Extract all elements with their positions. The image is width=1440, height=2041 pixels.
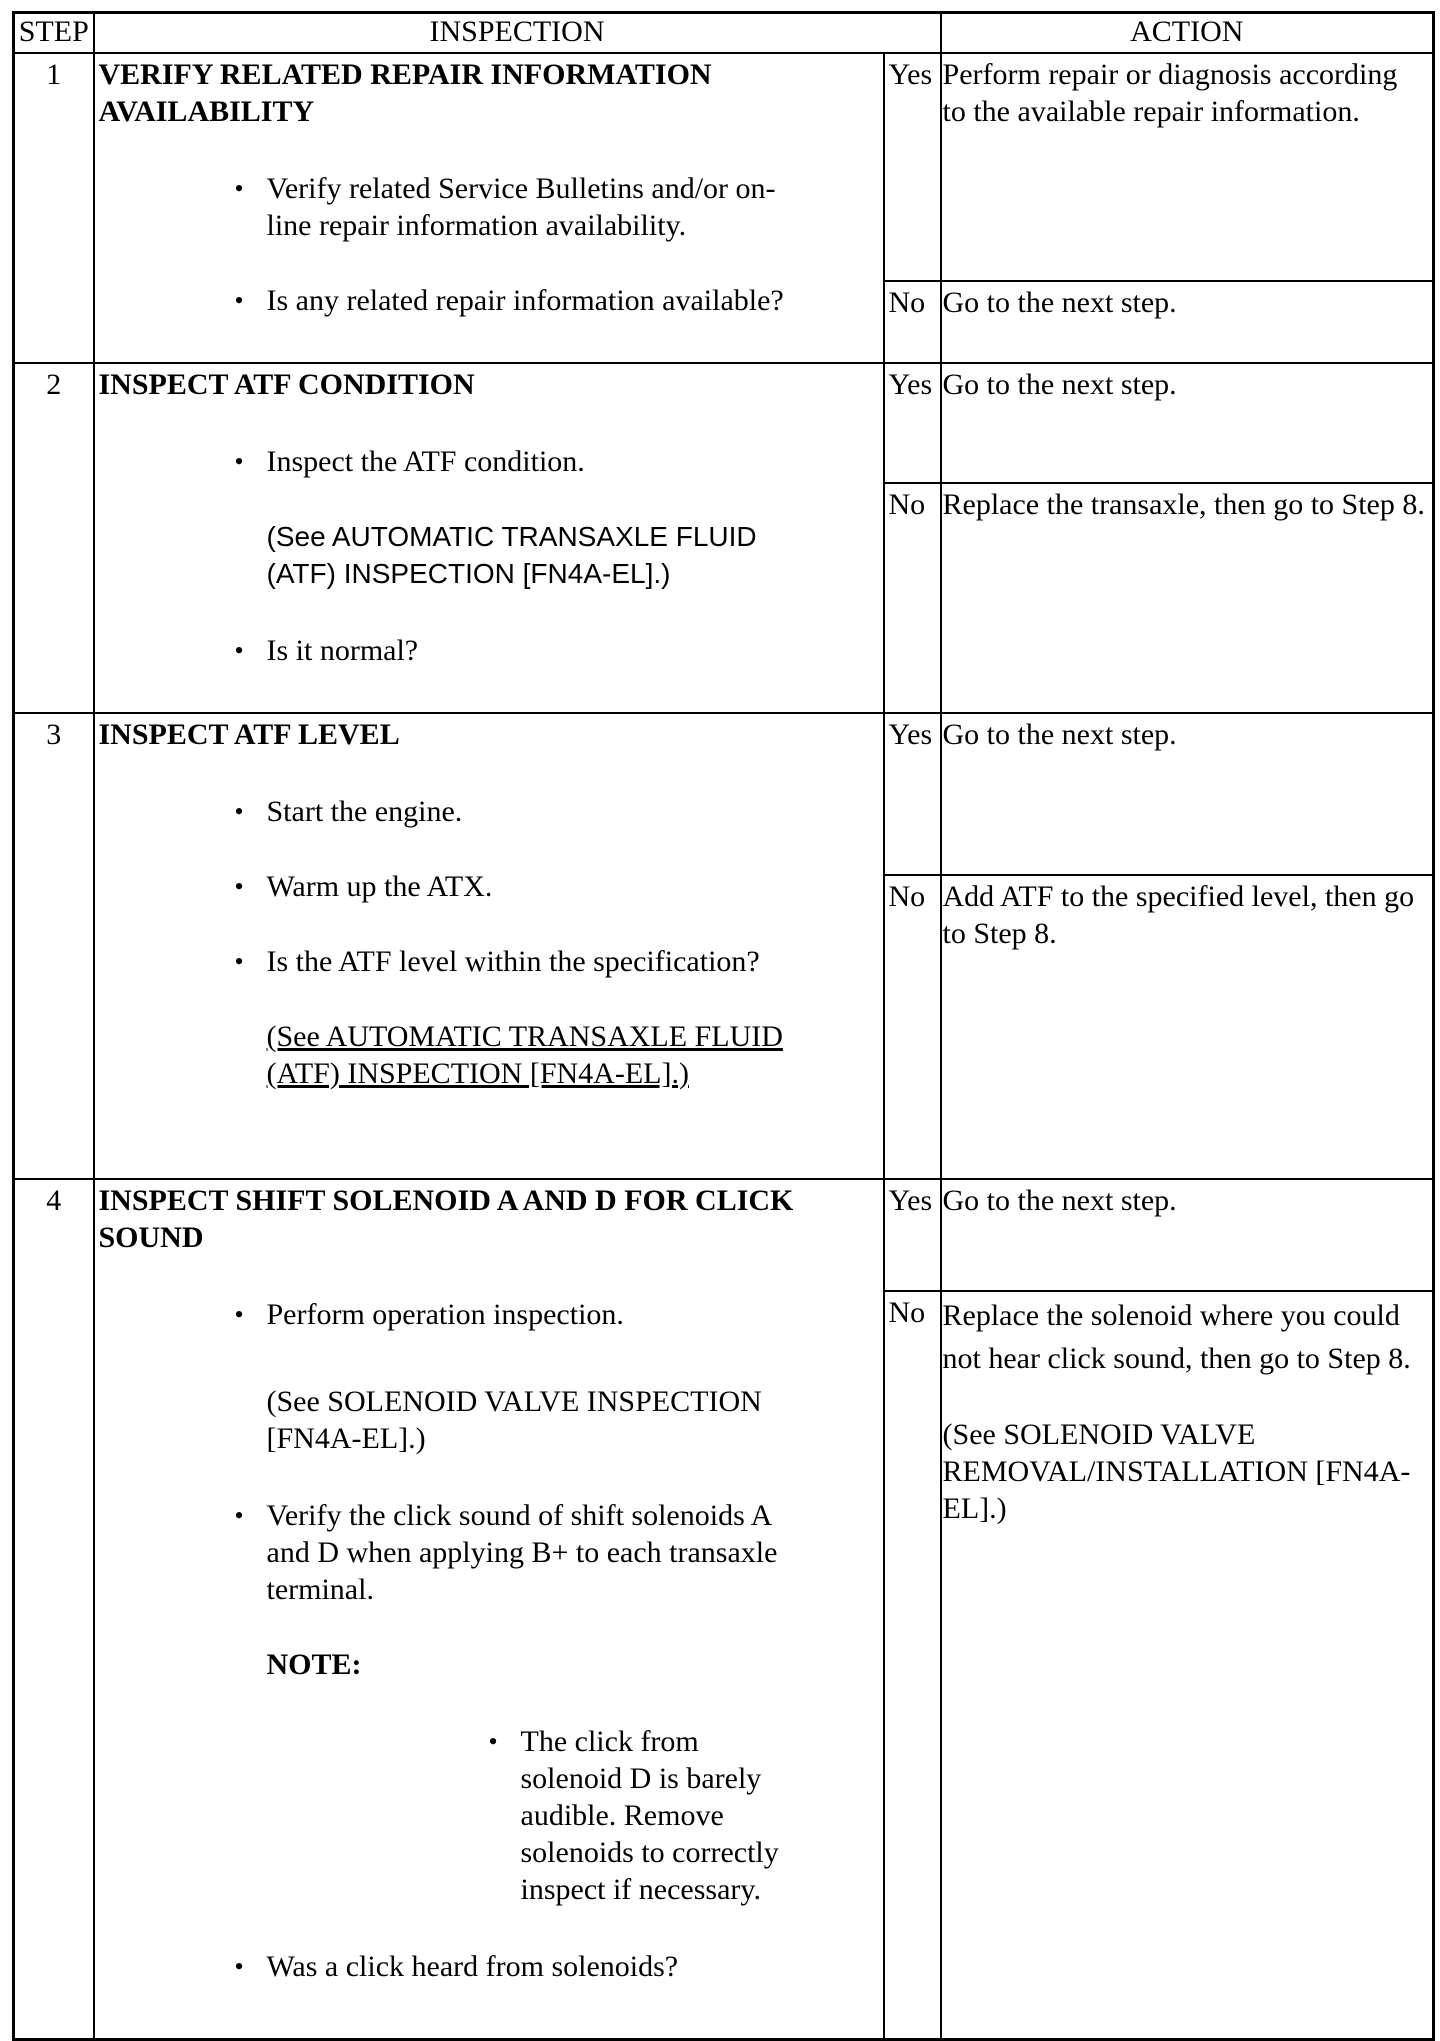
note-bullet: • The click from solenoid D is barely audible. Remove solenoids to correctly inspect if necessary. bbox=[521, 1723, 801, 1908]
reference-link[interactable]: (See SOLENOID VALVE INSPECTION [FN4A-EL].) bbox=[266, 1385, 762, 1455]
inspection-cell bbox=[94, 53, 884, 363]
inspection-bullet: • Was a click heard from solenoids? bbox=[267, 1948, 787, 1985]
yes-action: Go to the next step. bbox=[941, 363, 1434, 483]
inspection-bullet: • Start the engine. bbox=[267, 793, 787, 830]
step-title: VERIFY RELATED REPAIR INFORMATION AVAILABILITY bbox=[98, 58, 712, 128]
inspection-bullet: • Inspect the ATF condition. bbox=[267, 443, 787, 480]
inspection-cell bbox=[94, 1179, 884, 2039]
yes-label: Yes bbox=[884, 713, 941, 875]
step-column-header: STEP bbox=[14, 13, 94, 54]
inspection-bullet: • Perform operation inspection. bbox=[267, 1296, 787, 1333]
no-action: Go to the next step. bbox=[941, 281, 1434, 363]
no-label: No bbox=[884, 483, 941, 713]
inspection-cell bbox=[94, 363, 884, 713]
step-title: INSPECT ATF LEVEL bbox=[98, 718, 400, 751]
yes-label: Yes bbox=[884, 363, 941, 483]
diagnostic-table bbox=[12, 11, 1435, 2041]
reference-note: (See AUTOMATIC TRANSAXLE FLUID (ATF) INSPECTION [FN4A-EL].) bbox=[266, 521, 757, 589]
no-label: No bbox=[884, 281, 941, 363]
no-action: Replace the transaxle, then go to Step 8. bbox=[941, 483, 1434, 713]
yes-action: Go to the next step. bbox=[941, 1179, 1434, 1291]
no-label: No bbox=[884, 1291, 941, 2039]
no-action-cell bbox=[941, 1291, 1434, 2039]
action-column-header: ACTION bbox=[941, 13, 1434, 54]
diagnostic-procedure-page bbox=[12, 11, 1432, 2013]
inspection-cell bbox=[94, 713, 884, 1179]
reference-link-text[interactable]: (See AUTOMATIC TRANSAXLE FLUID (ATF) INSPECTION [FN4A-EL].) bbox=[266, 1020, 783, 1090]
step-number: 2 bbox=[14, 363, 94, 713]
step-title: INSPECT SHIFT SOLENOID A AND D FOR CLICK SOUND bbox=[98, 1184, 794, 1254]
yes-action: Go to the next step. bbox=[941, 713, 1434, 875]
step-4-yes-row bbox=[14, 1179, 1434, 1291]
note-label: NOTE: bbox=[266, 1648, 362, 1681]
step-number: 3 bbox=[14, 713, 94, 1179]
no-action: Replace the solenoid where you could not hear click sound, then go to Step 8. bbox=[942, 1299, 1411, 1375]
inspection-bullet: • Warm up the ATX. bbox=[267, 868, 787, 905]
step-number: 1 bbox=[14, 53, 94, 363]
inspection-bullet: • Is any related repair information available? bbox=[267, 282, 787, 319]
yes-label: Yes bbox=[884, 1179, 941, 1291]
inspection-bullet: • Verify the click sound of shift solenoids A and D when applying B+ to each transaxle terminal. bbox=[267, 1497, 787, 1608]
yes-action: Perform repair or diagnosis according to the available repair information. bbox=[941, 53, 1434, 281]
step-2-yes-row bbox=[14, 363, 1434, 483]
no-action: Add ATF to the specified level, then go to Step 8. bbox=[941, 875, 1434, 1179]
reference-link[interactable] bbox=[267, 1018, 787, 1092]
no-label: No bbox=[884, 875, 941, 1179]
yes-label: Yes bbox=[884, 53, 941, 281]
inspection-bullet: • Verify related Service Bulletins and/or on-line repair information availability. bbox=[267, 170, 787, 244]
step-1-yes-row bbox=[14, 53, 1434, 281]
inspection-column-header: INSPECTION bbox=[94, 13, 941, 54]
reference-link[interactable]: (See SOLENOID VALVE REMOVAL/INSTALLATION [FN4A-EL].) bbox=[942, 1418, 1411, 1525]
inspection-bullet: • Is it normal? bbox=[267, 632, 787, 669]
step-title: INSPECT ATF CONDITION bbox=[98, 368, 475, 401]
inspection-bullet: • Is the ATF level within the specification? bbox=[267, 943, 787, 980]
step-3-yes-row bbox=[14, 713, 1434, 875]
table-header-row bbox=[14, 13, 1434, 54]
step-number: 4 bbox=[14, 1179, 94, 2039]
